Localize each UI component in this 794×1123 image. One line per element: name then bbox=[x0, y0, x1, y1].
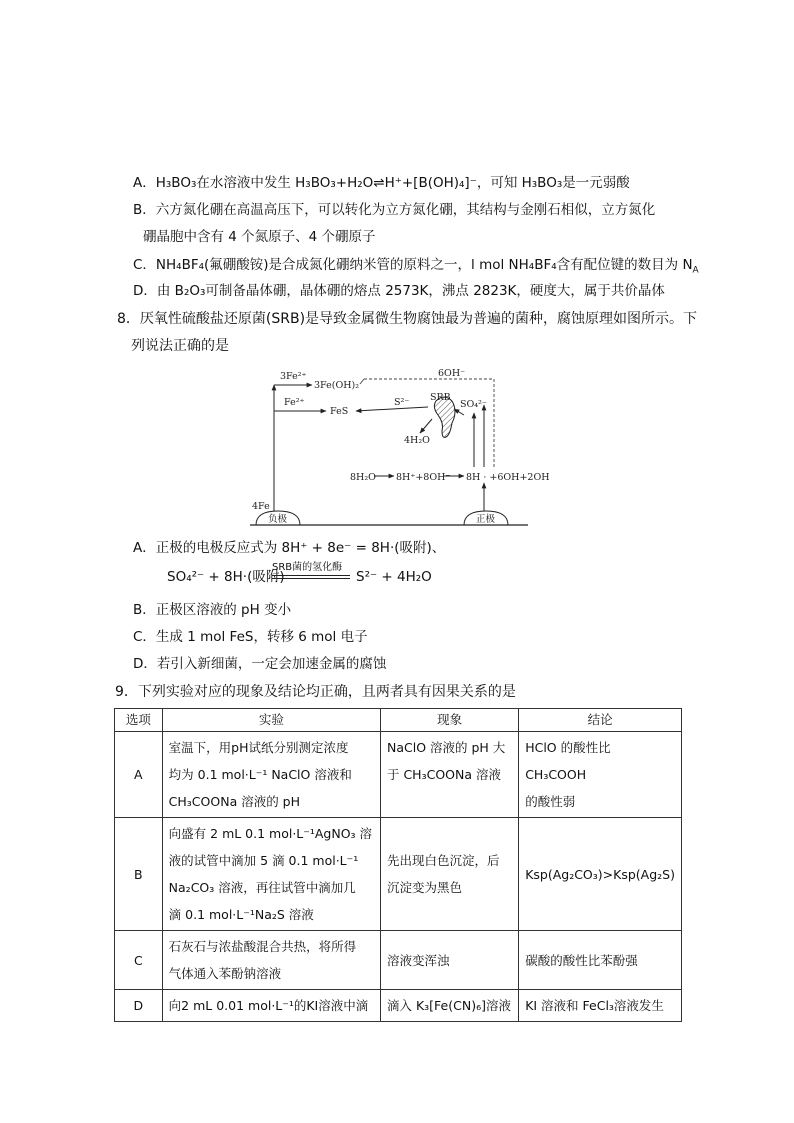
q8-option-b: B．正极区溶液的 pH 变小 bbox=[133, 602, 292, 618]
q8-option-a-line1: A．正极的电极反应式为 8H⁺ + 8e⁻ = 8H·(吸附)、 bbox=[133, 540, 446, 556]
q7-option-b-line1: B．六方氮化硼在高温高压下，可以转化为立方氮化硼，其结构与金刚石相似，立方氮化 bbox=[133, 202, 656, 218]
row-option: B bbox=[115, 818, 163, 931]
q8-option-a-equals-1 bbox=[272, 575, 350, 576]
label-6oh: 6OH⁻ bbox=[438, 368, 466, 379]
label-8h2o: 8H₂O bbox=[350, 472, 376, 483]
cathode-label: 正极 bbox=[476, 514, 496, 525]
q8-stem-line1: 8．厌氧性硫酸盐还原菌(SRB)是导致金属微生物腐蚀最为普遍的菌种，腐蚀原理如图所示。下 bbox=[117, 311, 698, 327]
q8-option-d: D．若引入新细菌，一定会加速金属的腐蚀 bbox=[133, 656, 387, 672]
row-phenomenon: 滴入 K₃[Fe(CN)₆]溶液 bbox=[380, 990, 518, 1022]
label-h-ads: 8H · +6OH+2OH bbox=[466, 472, 550, 483]
header-conclusion: 结论 bbox=[519, 709, 682, 732]
label-fe2: Fe²⁺ bbox=[284, 397, 305, 408]
row-experiment: 向2 mL 0.01 mol·L⁻¹的KI溶液中滴 bbox=[162, 990, 380, 1022]
row-experiment: 向盛有 2 mL 0.1 mol·L⁻¹AgNO₃ 溶 液的试管中滴加 5 滴 0.1 mol·L⁻¹ Na₂CO₃ 溶液，再往试管中滴加几 滴 0.1 mol·L⁻¹Na₂S 溶液 bbox=[162, 818, 380, 931]
row-option: A bbox=[115, 732, 163, 818]
header-phenomenon: 现象 bbox=[380, 709, 518, 732]
label-s2: S²⁻ bbox=[394, 397, 410, 408]
q8-option-a-equals-2 bbox=[272, 578, 350, 579]
label-so4: SO₄²⁻ bbox=[460, 399, 487, 410]
s2-to-fes-arrow bbox=[356, 407, 428, 411]
label-srb: SRB bbox=[430, 392, 451, 403]
row-conclusion: Ksp(Ag₂CO₃)>Ksp(Ag₂S) bbox=[519, 818, 682, 931]
q7-option-d: D．由 B₂O₃可制备晶体硼，晶体硼的熔点 2573K，沸点 2823K，硬度大，属于共价晶体 bbox=[133, 283, 665, 299]
row-phenomenon: 先出现白色沉淀，后 沉淀变为黑色 bbox=[380, 818, 518, 931]
table-header-row bbox=[115, 709, 682, 732]
label-4h2o: 4H₂O bbox=[404, 435, 430, 446]
label-3fe2: 3Fe²⁺ bbox=[280, 371, 307, 382]
corrosion-diagram bbox=[248, 367, 550, 529]
table-row bbox=[115, 818, 682, 931]
q9-stem: 9．下列实验对应的现象及结论均正确，且两者具有因果关系的是 bbox=[115, 684, 516, 700]
experiment-table bbox=[114, 708, 682, 1022]
srb-to-h2o-arrow bbox=[420, 419, 432, 433]
label-feoh2: 3Fe(OH)₂ bbox=[314, 380, 360, 391]
row-experiment: 室温下，用pH试纸分别测定浓度 均为 0.1 mol·L⁻¹ NaClO 溶液和 CH₃COONa 溶液的 pH bbox=[162, 732, 380, 818]
q8-stem-line2: 列说法正确的是 bbox=[131, 338, 229, 354]
q7-option-a: A．H₃BO₃在水溶液中发生 H₃BO₃+H₂O⇌H⁺+[B(OH)₄]⁻，可知 H₃BO₃是一元弱酸 bbox=[133, 175, 630, 191]
q8-option-a-left: SO₄²⁻ + 8H·(吸附) bbox=[167, 569, 285, 585]
label-h-oh: 8H⁺+8OH⁻ bbox=[396, 472, 451, 483]
q8-option-a-right: S²⁻ + 4H₂O bbox=[356, 569, 432, 585]
anode-label: 负极 bbox=[268, 514, 288, 525]
row-conclusion: HClO 的酸性比 CH₃COOH 的酸性弱 bbox=[519, 732, 682, 818]
header-experiment: 实验 bbox=[162, 709, 380, 732]
row-experiment: 石灰石与浓盐酸混合共热，将所得 气体通入苯酚钠溶液 bbox=[162, 931, 380, 990]
row-phenomenon: NaClO 溶液的 pH 大 于 CH₃COONa 溶液 bbox=[380, 732, 518, 818]
q8-option-c: C．生成 1 mol FeS，转移 6 mol 电子 bbox=[133, 629, 368, 645]
table-row bbox=[115, 990, 682, 1022]
q8-option-a-catalyst: SRB菌的氢化酶 bbox=[272, 562, 343, 573]
row-phenomenon: 溶液变浑浊 bbox=[380, 931, 518, 990]
row-option: D bbox=[115, 990, 163, 1022]
table-row bbox=[115, 931, 682, 990]
row-conclusion: KI 溶液和 FeCl₃溶液发生 bbox=[519, 990, 682, 1022]
q7-option-c: C．NH₄BF₄(氟硼酸铵)是合成氮化硼纳米管的原料之一，l mol NH₄BF₄含有配位键的数目为 $N_A$ bbox=[133, 257, 699, 276]
header-option: 选项 bbox=[115, 709, 163, 732]
srb-bacterium bbox=[434, 397, 455, 437]
row-option: C bbox=[115, 931, 163, 990]
label-fes: FeS bbox=[330, 406, 349, 417]
table-row bbox=[115, 732, 682, 818]
q7-option-b-line2: 硼晶胞中含有 4 个氮原子、4 个硼原子 bbox=[143, 229, 376, 245]
row-conclusion: 碳酸的酸性比苯酚强 bbox=[519, 931, 682, 990]
oh-path-tip bbox=[360, 379, 364, 384]
label-4fe: 4Fe bbox=[252, 501, 270, 512]
